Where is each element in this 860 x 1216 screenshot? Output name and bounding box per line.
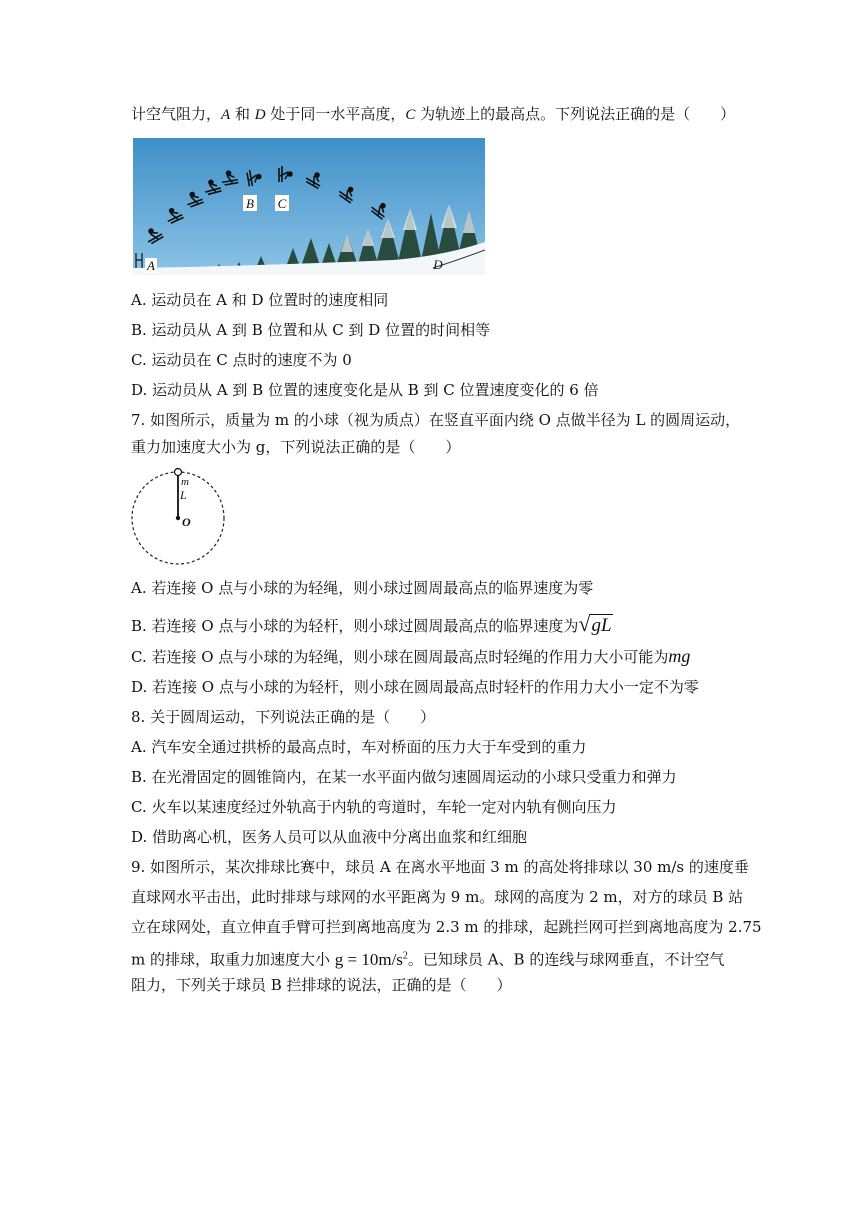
q7-stem-line1: 7. 如图所示，质量为 m 的小球（视为质点）在竖直平面内绕 O 点做半径为 L 的圆周运动， [131,411,741,429]
q6-option-b: B. 运动员从 A 到 B 位置和从 C 到 D 位置的时间相等 [131,321,491,339]
q8-option-c: C. 火车以某速度经过外轨高于内轨的弯道时，车轮一定对内轨有侧向压力 [131,798,617,816]
q8-stem: 8. 关于圆周运动，下列说法正确的是（ ） [131,708,436,726]
q7-option-d: D. 若连接 O 点与小球的为轻杆，则小球在圆周最高点时轻杆的作用力大小一定不为零 [131,678,699,696]
label-l: L [180,488,187,502]
q6-option-c: C. 运动员在 C 点时的速度不为 0 [131,351,352,369]
q6-option-a: A. 运动员在 A 和 D 位置时的速度相同 [131,291,389,309]
circle-motion-figure [129,466,227,568]
ski-jump-figure [133,138,485,275]
q6-intro: 计空气阻力，A 和 D 处于同一水平高度，C 为轨迹上的最高点。下列说法正确的是（ ） [131,105,736,123]
label-b: B [246,196,254,211]
q7-option-c: C. 若连接 O 点与小球的为轻绳，则小球在圆周最高点时轻绳的作用力大小可能为mg [131,646,691,666]
q8-option-b: B. 在光滑固定的圆锥筒内，在某一水平面内做匀速圆周运动的小球只受重力和弹力 [131,768,677,786]
sqrt-gl: √gL [578,611,612,636]
q8-option-d: D. 借助离心机，医务人员可以从血液中分离出血浆和红细胞 [131,828,528,846]
label-a: A [147,258,155,273]
q9-line4: m 的排球，取重力加速度大小 $g = 10m/s^2$。已知球员 A、B 的连线与球网垂直，不计空气 [131,949,725,969]
label-c: C [277,196,287,211]
label-m: m [181,476,189,488]
q9-line2: 直球网水平击出，此时排球与球网的水平距离为 9 m。球网的高度为 2 m，对方的球员 B 站 [131,888,744,906]
label-o: O [182,515,191,529]
q7-stem-line2: 重力加速度大小为 g，下列说法正确的是（ ） [131,438,461,456]
q7-option-b: B. 若连接 O 点与小球的为轻杆，则小球过圆周最高点的临界速度为√gL [131,611,612,636]
q7-option-a: A. 若连接 O 点与小球的为轻绳，则小球过圆周最高点的临界速度为零 [131,579,594,597]
q9-line1: 9. 如图所示，某次排球比赛中，球员 A 在离水平地面 3 m 的高处将排球以 30 m/s 的速度垂 [131,858,749,876]
label-d: D [433,257,443,272]
q8-option-a: A. 汽车安全通过拱桥的最高点时，车对桥面的压力大于车受到的重力 [131,738,587,756]
q9-line3: 立在球网处，直立伸直手臂可拦到离地高度为 2.3 m 的排球，起跳拦网可拦到离地高度为 2.75 [131,918,762,936]
q9-line5: 阻力，下列关于球员 B 拦排球的说法，正确的是（ ） [131,976,512,994]
gravity-equation: $g = 10m/s^2$ [334,949,408,969]
q6-option-d: D. 运动员从 A 到 B 位置的速度变化是从 B 到 C 位置速度变化的 6 倍 [131,381,599,399]
